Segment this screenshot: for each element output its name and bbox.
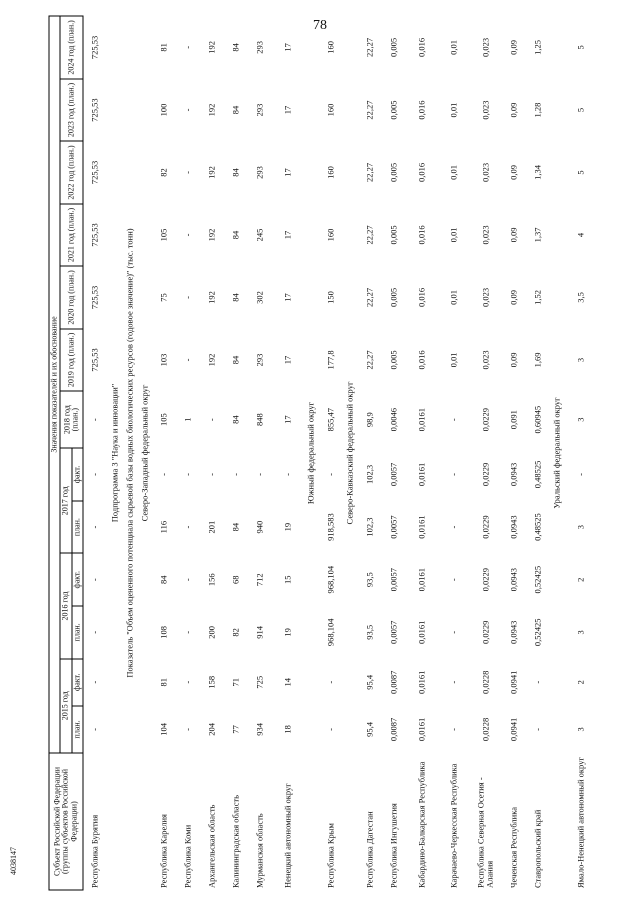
value-cell: 725,53: [89, 160, 100, 185]
header-2018: 2018 год (план.): [60, 391, 83, 448]
table-row: [319, 16, 343, 890]
district-north-caucasus: Северо-Кавказский федеральный округ: [344, 381, 355, 525]
value-cell: 84: [230, 168, 241, 177]
header-2022: 2022 год (план.): [60, 141, 83, 203]
subject-name: Архангельская область: [206, 804, 217, 888]
value-cell: -: [89, 525, 100, 529]
value-cell: 95,4: [364, 674, 375, 690]
value-cell: 17: [282, 293, 293, 302]
value-cell: 3: [575, 727, 586, 732]
value-cell: -: [448, 473, 459, 476]
subprogram-title: Подпрограмма 3 "Наука и инновации": [109, 383, 120, 523]
value-cell: 0,09: [508, 39, 519, 55]
value-cell: 105: [158, 228, 169, 242]
value-cell: 192: [206, 353, 217, 367]
value-cell: -: [325, 473, 336, 476]
subject-name: Кабардино-Балкарская Республика: [416, 761, 427, 888]
table-row: [565, 16, 597, 890]
header-values-group: Значения показателей и их обоснование: [49, 16, 60, 753]
value-cell: 22,27: [364, 287, 375, 308]
value-cell: -: [206, 473, 217, 476]
value-cell: 22,27: [364, 100, 375, 120]
header-2019: 2019 год (план.): [60, 329, 83, 391]
district-row: [343, 16, 358, 890]
value-cell: 0,023: [480, 37, 491, 57]
table-row: [152, 16, 176, 890]
district-row: [550, 16, 565, 890]
value-cell: 0,023: [480, 225, 491, 245]
value-cell: 204: [206, 723, 217, 736]
value-cell: 293: [254, 41, 265, 54]
value-cell: 1,34: [532, 165, 543, 180]
value-cell: 17: [282, 230, 293, 240]
subject-name: Республика Ингушетия: [388, 803, 399, 888]
value-cell: 84: [230, 355, 241, 365]
page-number: 78: [313, 18, 327, 33]
value-cell: -: [182, 578, 193, 582]
value-cell: 0,0161: [416, 620, 427, 645]
value-cell: -: [89, 727, 100, 731]
value-cell: 160: [325, 166, 336, 179]
value-cell: 15: [282, 575, 293, 584]
value-cell: 0,0161: [416, 407, 427, 432]
value-cell: -: [158, 473, 169, 476]
value-cell: 0,023: [480, 287, 491, 308]
indicator-row: [122, 16, 137, 890]
value-cell: 192: [206, 228, 217, 242]
table-row: [526, 16, 550, 890]
value-cell: 0,0943: [508, 568, 519, 592]
value-cell: 934: [254, 723, 265, 736]
value-cell: 0,0229: [480, 620, 491, 645]
value-cell: -: [89, 680, 100, 684]
value-cell: 0,005: [388, 287, 399, 308]
value-cell: 192: [206, 291, 217, 304]
value-cell: 0,091: [508, 410, 519, 430]
value-cell: -: [532, 727, 543, 731]
value-cell: 100: [158, 103, 169, 117]
value-cell: -: [532, 680, 543, 684]
value-cell: 192: [206, 41, 217, 54]
value-cell: 160: [325, 41, 336, 54]
value-cell: 3: [575, 357, 586, 363]
value-cell: 0,0943: [508, 462, 519, 487]
value-cell: 0,09: [508, 165, 519, 180]
table-row: [248, 16, 272, 890]
value-cell: 1,37: [532, 227, 543, 243]
value-cell: 5: [575, 170, 586, 175]
header-2017: 2017 год: [60, 448, 71, 553]
value-cell: 0,0087: [388, 670, 399, 694]
value-cell: 968,104: [325, 618, 336, 647]
value-cell: 0,0943: [508, 620, 519, 645]
value-cell: 93,5: [364, 572, 375, 588]
rotated-table-container: [49, 16, 593, 891]
value-cell: -: [182, 108, 193, 112]
value-cell: 84: [230, 43, 241, 52]
value-cell: 3: [575, 417, 586, 422]
value-cell: 0,016: [416, 350, 427, 370]
header-2017-plan: план.: [72, 501, 83, 554]
table-row: [176, 16, 200, 890]
value-cell: -: [182, 296, 193, 299]
header-2017-fact: факт.: [72, 448, 83, 501]
value-cell: 725,53: [89, 98, 100, 122]
value-cell: 0,0229: [480, 568, 491, 592]
value-cell: 0,01: [448, 165, 459, 180]
value-cell: 0,48525: [532, 460, 543, 489]
value-cell: -: [325, 727, 336, 731]
value-cell: -: [325, 680, 336, 684]
value-cell: 293: [254, 103, 265, 117]
subject-name: Республика Бурятия: [89, 814, 100, 888]
value-cell: 914: [254, 625, 265, 639]
value-cell: -: [182, 525, 193, 529]
value-cell: -: [182, 680, 193, 684]
table-row: [358, 16, 382, 890]
subject-name: Республика Коми: [182, 824, 193, 888]
value-cell: 712: [254, 573, 265, 587]
table-row: [470, 16, 502, 890]
value-cell: 725,53: [89, 285, 100, 310]
value-cell: 725,53: [89, 223, 100, 247]
district-ural: Уральский федеральный округ: [551, 397, 562, 509]
value-cell: 14: [282, 678, 293, 687]
subject-name: Ставропольский край: [532, 809, 543, 888]
table-row: [200, 16, 224, 890]
value-cell: -: [448, 630, 459, 634]
value-cell: 725: [254, 675, 265, 689]
value-cell: 0,023: [480, 162, 491, 183]
value-cell: 19: [282, 522, 293, 532]
value-cell: 293: [254, 166, 265, 179]
value-cell: 0,0161: [416, 670, 427, 694]
value-cell: 93,5: [364, 624, 375, 640]
value-cell: 918,583: [325, 513, 336, 541]
value-cell: 0,01: [448, 227, 459, 243]
value-cell: -: [448, 525, 459, 529]
value-cell: 102,3: [364, 517, 375, 537]
value-cell: 725,53: [89, 348, 100, 372]
value-cell: 0,016: [416, 100, 427, 120]
value-cell: 75: [158, 293, 169, 302]
table-row: [438, 16, 470, 890]
value-cell: 98,9: [364, 412, 375, 428]
value-cell: 1,25: [532, 39, 543, 55]
header-2015: 2015 год: [60, 659, 71, 753]
value-cell: 0,0161: [416, 717, 427, 742]
value-cell: 0,0057: [388, 568, 399, 592]
value-cell: 84: [230, 415, 241, 424]
value-cell: 0,0229: [480, 515, 491, 539]
value-cell: 0,016: [416, 225, 427, 245]
subject-name: Чеченская Республика: [508, 807, 519, 888]
value-cell: 116: [158, 520, 169, 534]
value-cell: 0,09: [508, 352, 519, 368]
value-cell: 156: [206, 573, 217, 587]
header-2016-plan: план.: [72, 606, 83, 659]
value-cell: -: [254, 473, 265, 476]
table-row: [83, 16, 107, 890]
subject-name: Калининградская область: [230, 795, 241, 888]
value-cell: 0,01: [448, 290, 459, 305]
value-cell: 0,09: [508, 102, 519, 118]
value-cell: 1,69: [532, 352, 543, 368]
value-cell: 200: [206, 625, 217, 639]
value-cell: 0,0087: [388, 717, 399, 742]
value-cell: 17: [282, 355, 293, 365]
value-cell: 0,0161: [416, 568, 427, 592]
value-cell: 3,5: [575, 292, 586, 303]
value-cell: 0,016: [416, 162, 427, 183]
value-cell: 192: [206, 103, 217, 117]
value-cell: 0,0057: [388, 620, 399, 645]
value-cell: -: [182, 358, 193, 362]
value-cell: 150: [325, 291, 336, 304]
district-northwest: Северо-Западный федеральный округ: [139, 384, 150, 522]
value-cell: 22,27: [364, 225, 375, 245]
value-cell: 0,0228: [480, 670, 491, 694]
value-cell: 0,0046: [388, 407, 399, 432]
subject-name: Карачаево-Черкесская Республика: [448, 763, 459, 888]
value-cell: 158: [206, 675, 217, 689]
value-cell: 0,09: [508, 227, 519, 243]
table-row: [406, 16, 438, 890]
subject-name: Республика Северная Осетия - Алания: [475, 777, 495, 888]
value-cell: 940: [254, 520, 265, 534]
subprogram-row: [107, 16, 122, 890]
district-south: Южный федеральный округ: [305, 401, 316, 505]
value-cell: -: [182, 473, 193, 476]
value-cell: 17: [282, 43, 293, 52]
value-cell: 22,27: [364, 162, 375, 183]
value-cell: 4: [575, 232, 586, 238]
value-cell: 0,52425: [532, 565, 543, 594]
value-cell: 105: [158, 413, 169, 427]
value-cell: 855,47: [325, 407, 336, 432]
value-cell: 0,0057: [388, 515, 399, 539]
value-cell: 0,60945: [532, 405, 543, 434]
value-cell: -: [448, 418, 459, 422]
header-2024: 2024 год (план.): [60, 16, 83, 79]
subject-name: Ненецкий автономный округ: [282, 783, 293, 888]
value-cell: 0,005: [388, 100, 399, 120]
value-cell: 17: [282, 105, 293, 115]
header-2021: 2021 год (план.): [60, 204, 83, 266]
value-cell: 0,0057: [388, 462, 399, 487]
value-cell: 0,016: [416, 37, 427, 57]
value-cell: 0,005: [388, 350, 399, 370]
value-cell: 71: [230, 678, 241, 687]
table-row: [382, 16, 406, 890]
value-cell: 77: [230, 725, 241, 734]
value-cell: 0,0228: [480, 717, 491, 742]
value-cell: 84: [158, 575, 169, 584]
value-cell: 0,023: [480, 100, 491, 120]
header-subject: Субъект Российской Федерации (группы субъектов Российской Федерации): [49, 753, 83, 890]
value-cell: 0,0941: [508, 670, 519, 694]
table-body: [83, 16, 597, 890]
value-cell: 95,4: [364, 721, 375, 737]
value-cell: 82: [230, 628, 241, 637]
value-cell: 293: [254, 353, 265, 367]
header-2016-fact: факт.: [72, 553, 83, 606]
value-cell: 0,52425: [532, 618, 543, 647]
value-cell: 0,01: [448, 39, 459, 55]
subject-name: Республика Дагестан: [364, 811, 375, 888]
value-cell: 102,3: [364, 464, 375, 485]
value-cell: 0,005: [388, 162, 399, 183]
subject-name: Ямало-Ненецкий автономный округ: [575, 757, 586, 888]
value-cell: 18: [282, 725, 293, 734]
value-cell: 82: [158, 168, 169, 177]
value-cell: 0,0161: [416, 515, 427, 539]
value-cell: 68: [230, 575, 241, 584]
value-cell: 103: [158, 353, 169, 367]
value-cell: 1,28: [532, 102, 543, 118]
value-cell: 19: [282, 628, 293, 637]
value-cell: 84: [230, 105, 241, 115]
value-cell: 5: [575, 107, 586, 113]
value-cell: 2: [575, 680, 586, 685]
value-cell: 0,023: [480, 350, 491, 370]
value-cell: 160: [325, 228, 336, 242]
value-cell: 84: [230, 522, 241, 532]
value-cell: 0,01: [448, 352, 459, 368]
value-cell: 17: [282, 168, 293, 177]
header-2016: 2016 год: [60, 553, 71, 658]
value-cell: 22,27: [364, 37, 375, 57]
value-cell: 0,0943: [508, 515, 519, 539]
value-cell: 160: [325, 103, 336, 117]
value-cell: 245: [254, 228, 265, 242]
value-cell: -: [448, 727, 459, 731]
value-cell: 0,01: [448, 102, 459, 118]
value-cell: -: [89, 418, 100, 422]
value-cell: -: [448, 578, 459, 582]
value-cell: 968,104: [325, 565, 336, 594]
value-cell: 1: [182, 417, 193, 422]
value-cell: -: [230, 473, 241, 476]
district-row: [137, 16, 152, 890]
value-cell: 0,005: [388, 37, 399, 57]
value-cell: -: [282, 473, 293, 476]
value-cell: 0,0161: [416, 462, 427, 487]
value-cell: 81: [158, 43, 169, 52]
value-cell: 848: [254, 413, 265, 427]
value-cell: 0,48525: [532, 513, 543, 541]
value-cell: 302: [254, 291, 265, 304]
header-2015-fact: факт.: [72, 659, 83, 706]
value-cell: 192: [206, 166, 217, 179]
value-cell: 1,52: [532, 290, 543, 305]
subject-name: Республика Крым: [325, 823, 336, 888]
value-cell: 22,27: [364, 350, 375, 370]
value-cell: 0,0229: [480, 462, 491, 487]
subject-name: Мурманская область: [254, 813, 265, 888]
indicator-table: [49, 16, 597, 891]
value-cell: 725,53: [89, 35, 100, 60]
value-cell: 2: [575, 577, 586, 582]
value-cell: 177,8: [325, 350, 336, 370]
subject-name: Республика Карелия: [158, 814, 169, 888]
value-cell: -: [575, 473, 586, 476]
value-cell: 0,005: [388, 225, 399, 245]
table-row: [224, 16, 248, 890]
value-cell: -: [89, 630, 100, 634]
value-cell: 0,09: [508, 290, 519, 305]
value-cell: 0,0941: [508, 717, 519, 742]
value-cell: 3: [575, 524, 586, 530]
table-row: [272, 16, 304, 890]
value-cell: -: [182, 45, 193, 49]
value-cell: 17: [282, 415, 293, 424]
value-cell: 0,0229: [480, 407, 491, 432]
value-cell: 81: [158, 678, 169, 687]
value-cell: 3: [575, 630, 586, 635]
value-cell: -: [182, 727, 193, 731]
indicator-title: Показатель "Объем оцененного потенциала сырьевой базы водных биологических ресурсов (годовое значение)" (тыс. тонн): [124, 228, 135, 678]
value-cell: 84: [230, 293, 241, 302]
value-cell: -: [206, 418, 217, 422]
value-cell: -: [182, 630, 193, 634]
header-2023: 2023 год (план.): [60, 79, 83, 141]
value-cell: 84: [230, 230, 241, 240]
value-cell: 5: [575, 45, 586, 50]
table-header: [49, 16, 83, 890]
value-cell: -: [89, 473, 100, 476]
table-row: [502, 16, 526, 890]
value-cell: -: [182, 171, 193, 174]
value-cell: 108: [158, 625, 169, 639]
value-cell: 0,016: [416, 287, 427, 308]
header-2015-plan: план.: [72, 706, 83, 753]
value-cell: -: [182, 233, 193, 237]
value-cell: -: [89, 578, 100, 582]
value-cell: 104: [158, 723, 169, 736]
header-2020: 2020 год (план.): [60, 266, 83, 328]
value-cell: 201: [206, 520, 217, 534]
value-cell: -: [448, 680, 459, 684]
document-id: 4038147: [9, 847, 18, 875]
district-row: [304, 16, 319, 890]
